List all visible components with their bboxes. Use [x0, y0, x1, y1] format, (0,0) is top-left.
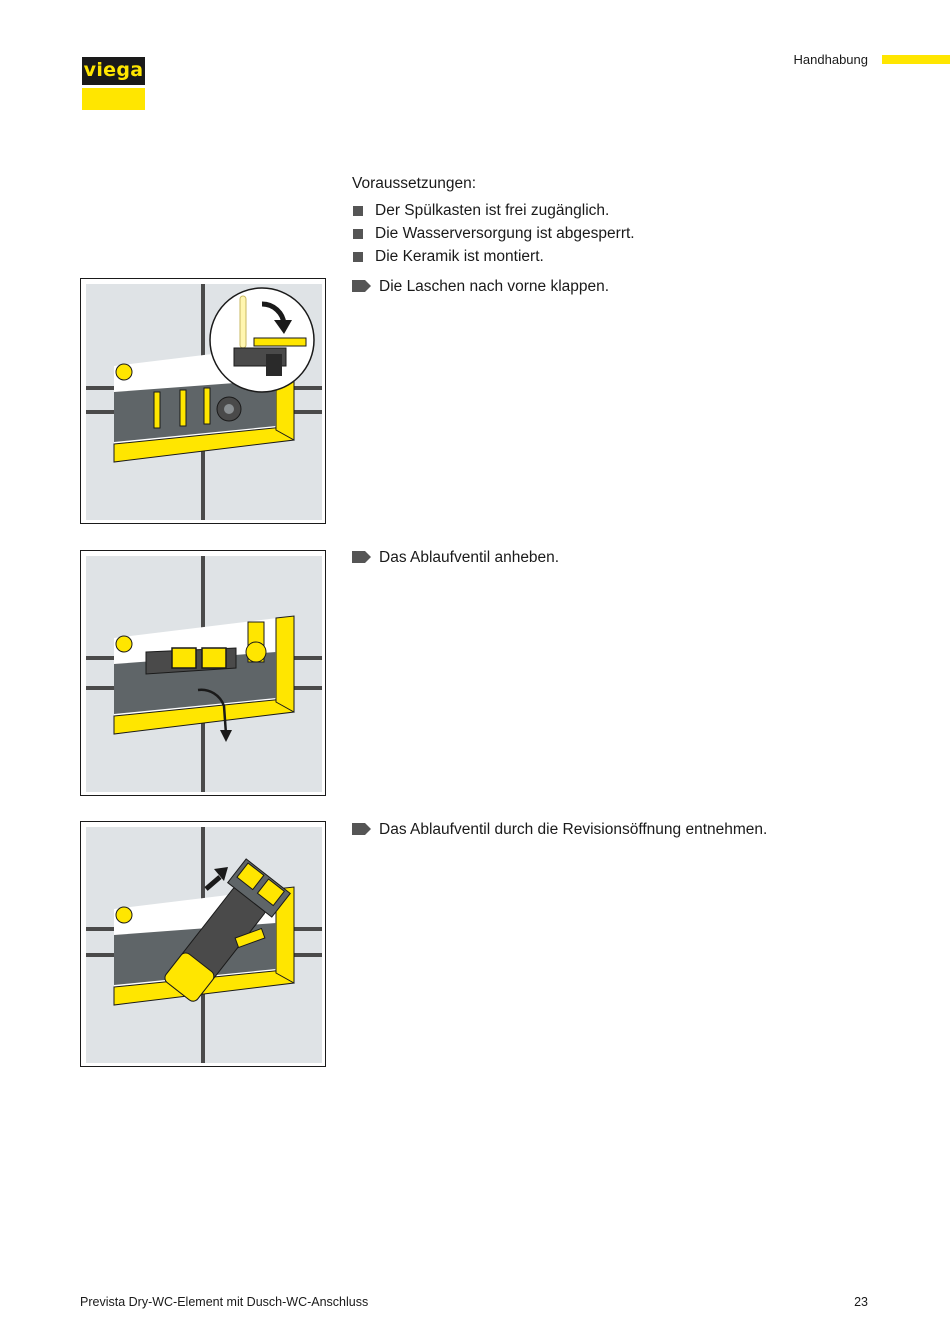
- prerequisites-title: Voraussetzungen:: [352, 175, 477, 192]
- list-item: Die Keramik ist montiert.: [352, 248, 635, 271]
- viega-logo: [82, 57, 145, 110]
- logo-wordmark: viega: [82, 57, 145, 85]
- logo-yellow-bar: [82, 88, 145, 110]
- section-title: Handhabung: [793, 52, 868, 67]
- step-arrow-icon: [352, 551, 371, 563]
- prerequisites-list: [352, 202, 635, 271]
- page-number: 23: [854, 1295, 868, 1309]
- step-arrow-icon: [352, 823, 371, 835]
- step-arrow-icon: [352, 280, 371, 292]
- square-bullet-icon: [353, 252, 363, 262]
- illustration-fold-tabs: [86, 284, 322, 520]
- step-text: Das Ablaufventil durch die Revisionsöffnung entnehmen.: [379, 821, 768, 838]
- step-text: Die Laschen nach vorne klappen.: [379, 278, 610, 295]
- illustration-remove-valve: [86, 827, 322, 1063]
- figure-lift-valve: [80, 550, 326, 796]
- figure-remove-valve: [80, 821, 326, 1067]
- section-accent-bar: [882, 55, 950, 64]
- step-1: [352, 278, 609, 296]
- list-item: Der Spülkasten ist frei zugänglich.: [352, 202, 635, 225]
- step-3: [352, 821, 767, 839]
- square-bullet-icon: [353, 206, 363, 216]
- footer-document-title: Prevista Dry-WC-Element mit Dusch-WC-Anschluss: [80, 1295, 369, 1309]
- step-2: [352, 549, 559, 567]
- step-text: Das Ablaufventil anheben.: [379, 549, 560, 566]
- list-item: Die Wasserversorgung ist abgesperrt.: [352, 225, 635, 248]
- square-bullet-icon: [353, 229, 363, 239]
- figure-fold-tabs: [80, 278, 326, 524]
- illustration-lift-valve: [86, 556, 322, 792]
